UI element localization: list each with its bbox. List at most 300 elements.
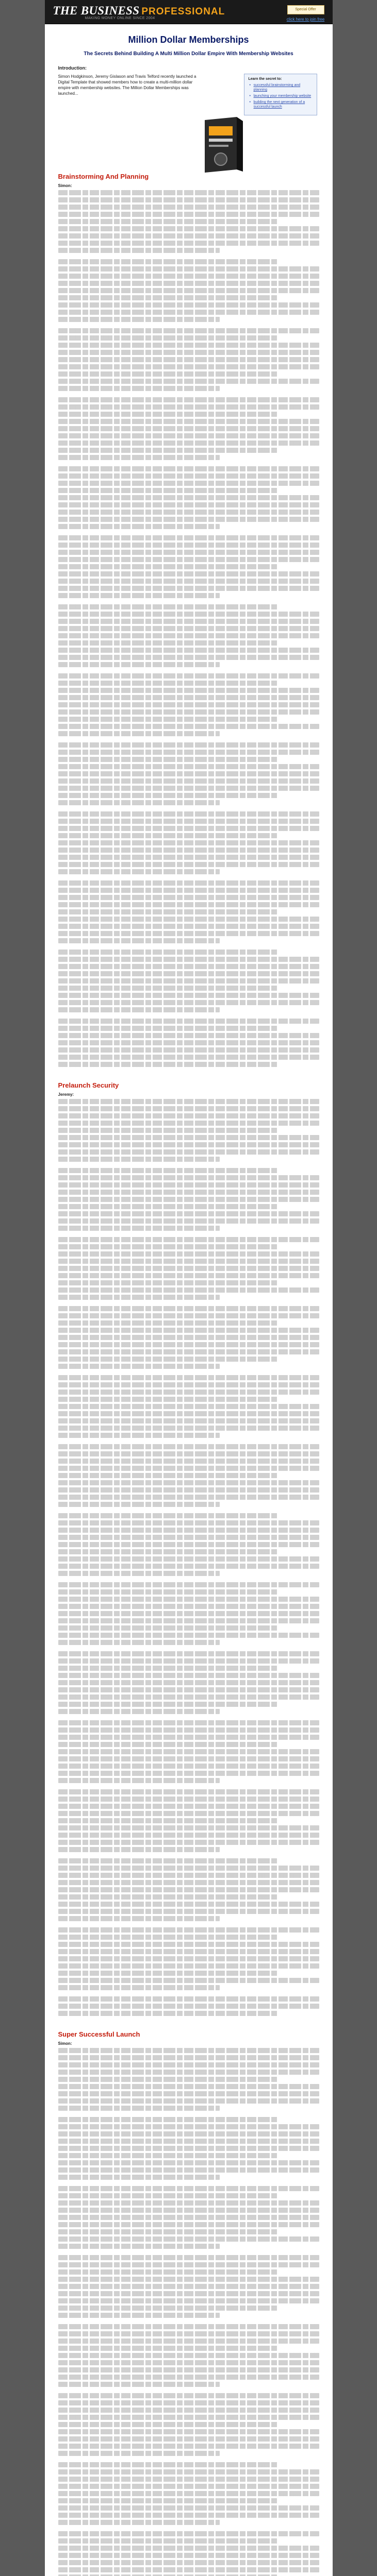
text-line: [58, 978, 319, 984]
paragraph-gap: [58, 1647, 319, 1651]
text-line: [58, 2193, 277, 2198]
text-line: [58, 2360, 319, 2365]
learn-item-next-generation[interactable]: • building the next generation of a successful launch: [254, 100, 313, 109]
text-line: [58, 2146, 319, 2151]
text-line: [58, 2070, 319, 2075]
text-line: [58, 1866, 319, 1871]
text-line: [58, 404, 319, 410]
text-line: [58, 2091, 319, 2096]
text-line: [58, 1873, 319, 1878]
section-title-launch: Super Successful Launch: [58, 2030, 140, 2038]
join-free-link[interactable]: click here to join free: [286, 17, 325, 22]
text-line: [58, 397, 319, 402]
text-line: [58, 888, 319, 893]
text-line: [58, 924, 319, 929]
text-line: [58, 379, 319, 384]
header-offer-area: [286, 5, 325, 22]
section-title-brainstorming: Brainstorming And Planning: [58, 173, 149, 180]
text-line: [58, 1727, 319, 1733]
text-line: [58, 1495, 319, 1500]
text-line: [58, 2331, 319, 2336]
text-line: [58, 1342, 319, 1347]
text-line: [58, 1204, 277, 1209]
text-line: [58, 1702, 277, 1707]
text-line: [58, 688, 319, 693]
text-line: [58, 626, 319, 631]
text-line: [58, 1040, 319, 1045]
text-line: [58, 1404, 319, 1409]
paragraph-gap: [58, 2458, 319, 2462]
text-line: [58, 2520, 220, 2525]
text-line: [58, 550, 319, 555]
text-line: [58, 502, 319, 507]
paragraph-gap: [58, 531, 319, 535]
text-line: [58, 571, 319, 577]
text-line: [58, 1985, 220, 1990]
text-line: [58, 288, 319, 293]
text-line: [58, 1633, 319, 1638]
text-line: [58, 1273, 319, 1278]
section-title-prelaunch: Prelaunch Security: [58, 1081, 119, 1089]
text-line: [58, 648, 319, 653]
paragraph-gap: [58, 2320, 319, 2324]
text-line: [58, 212, 319, 217]
text-line: [58, 495, 319, 500]
text-line: [58, 1894, 277, 1900]
text-line: [58, 510, 319, 515]
learn-item-launching[interactable]: • launching your membership website: [254, 94, 313, 98]
text-line: [58, 2200, 319, 2206]
paragraph-gap: [58, 2527, 319, 2531]
text-line: [58, 586, 319, 591]
text-line: [58, 2291, 319, 2296]
text-line: [58, 1128, 277, 1133]
text-line: [58, 259, 277, 264]
text-line: [58, 1502, 220, 1507]
text-line: [58, 1397, 277, 1402]
text-line: [58, 1168, 277, 1173]
text-line: [58, 1197, 319, 1202]
text-line: [58, 695, 319, 700]
paragraph-gap: [58, 2389, 319, 2393]
text-line: [58, 473, 319, 479]
paragraph-gap: [58, 807, 319, 811]
text-line: [58, 1778, 220, 1783]
text-line: [58, 579, 319, 584]
text-line: [58, 557, 319, 562]
text-line: [58, 742, 319, 748]
paragraph-gap: [58, 1371, 319, 1375]
text-line: [58, 2567, 319, 2572]
text-line: [58, 1764, 319, 1769]
paragraph-gap: [58, 1440, 319, 1444]
intro-paragraph: Simon Hodgkinson, Jeremy Gislason and Travis Telford recently launched a Digital Template that showed members how to create a multi-million dollar empire with membership websites. The Million Dollar Memberships was launched...: [58, 74, 196, 96]
text-line: [58, 1349, 319, 1354]
text-line: [58, 950, 277, 955]
text-line: [58, 593, 220, 598]
text-line: [58, 2436, 319, 2442]
text-line: [58, 1444, 319, 1449]
paragraph-gap: [58, 738, 319, 742]
text-line: [58, 2004, 319, 2009]
text-line: [58, 535, 319, 540]
site-header: [45, 0, 333, 24]
text-line: [58, 2324, 319, 2329]
text-line: [58, 2477, 319, 2482]
text-line: [58, 786, 319, 791]
text-line: [58, 855, 319, 860]
text-line: [58, 702, 319, 707]
paragraph-gap: [58, 1509, 319, 1513]
text-line: [58, 778, 319, 784]
intro-section: [58, 65, 319, 158]
text-line: [58, 2062, 319, 2067]
text-line: [58, 2124, 319, 2129]
text-line: [58, 826, 319, 831]
text-line: [58, 2048, 319, 2053]
site-tagline: MAKING MONEY ONLINE SINCE 2004: [85, 16, 155, 20]
text-line: [58, 1797, 319, 1802]
text-line: [58, 241, 319, 246]
text-line: [58, 771, 319, 776]
text-line: [58, 364, 319, 369]
text-line: [58, 233, 319, 239]
text-line: [58, 1287, 319, 1293]
text-line: [58, 1847, 220, 1852]
product-box-image: [198, 115, 247, 176]
paragraph-gap: [58, 255, 319, 259]
text-line: [58, 2222, 319, 2227]
text-line: [58, 310, 319, 315]
text-line: [58, 2215, 319, 2220]
learn-secrets-box: [244, 74, 317, 115]
text-line: [58, 1121, 319, 1126]
text-line: [58, 1411, 319, 1416]
text-line: [58, 1978, 319, 1983]
text-line: [58, 2186, 319, 2191]
text-line: [58, 2505, 319, 2511]
intro-label: Introduction:: [58, 65, 87, 71]
text-line: [58, 517, 319, 522]
text-line: [58, 1313, 319, 1318]
text-line: [58, 2338, 319, 2344]
text-line: [58, 266, 319, 272]
text-line: [58, 757, 277, 762]
text-line: [58, 1582, 319, 1587]
text-line: [58, 931, 319, 936]
text-line: [58, 2382, 220, 2387]
text-line: [58, 2077, 277, 2082]
text-line: [58, 1935, 277, 1940]
page-container: [45, 0, 333, 2576]
text-line: [58, 1528, 319, 1533]
text-line: [58, 1055, 319, 1060]
text-line: [58, 2098, 319, 2104]
text-line: [58, 1266, 319, 1271]
page-subtitle: The Secrets Behind Building A Multi Million Dollar Empire With Membership Websites: [84, 51, 293, 57]
text-line: [58, 2444, 319, 2449]
text-line: [58, 764, 319, 769]
text-line: [58, 350, 319, 355]
text-line: [58, 993, 319, 998]
text-line: [58, 909, 277, 914]
text-line: [58, 2055, 319, 2060]
text-line: [58, 811, 319, 817]
text-line: [58, 986, 277, 991]
text-line: [58, 2117, 277, 2122]
text-line: [58, 1549, 277, 1554]
text-line: [58, 1106, 319, 1111]
text-line: [58, 2546, 319, 2551]
text-line: [58, 2553, 319, 2558]
text-line: [58, 2175, 220, 2180]
section-body-brainstorming: [58, 190, 319, 1067]
text-line: [58, 1280, 277, 1285]
text-line: [58, 1963, 319, 1969]
text-line: [58, 2160, 319, 2165]
text-line: [58, 1611, 319, 1616]
paragraph-gap: [58, 2182, 319, 2186]
paragraph-gap: [58, 1164, 319, 1168]
text-line: [58, 1687, 319, 1692]
text-line: [58, 971, 319, 976]
text-line: [58, 1564, 319, 1569]
text-line: [58, 1949, 319, 1954]
text-line: [58, 1651, 319, 1656]
text-line: [58, 1295, 220, 1300]
paragraph-gap: [58, 1923, 319, 1927]
text-line: [58, 2393, 319, 2398]
text-line: [58, 488, 277, 493]
main-content: [45, 24, 333, 2576]
text-line: [58, 1902, 319, 1907]
text-line: [58, 1589, 277, 1595]
text-line: [58, 1996, 319, 2002]
text-line: [58, 317, 220, 322]
text-line: [58, 2451, 220, 2456]
text-line: [58, 1033, 319, 1038]
text-line: [58, 662, 220, 667]
text-line: [58, 1218, 319, 1224]
text-line: [58, 1047, 319, 1053]
text-line: [58, 295, 277, 300]
paragraph-gap: [58, 1233, 319, 1237]
text-line: [58, 1756, 319, 1761]
text-line: [58, 724, 319, 729]
text-line: [58, 343, 319, 348]
site-logo[interactable]: [53, 4, 225, 18]
text-line: [58, 1909, 319, 1914]
text-line: [58, 2011, 277, 2016]
text-line: [58, 226, 319, 231]
text-line: [58, 190, 319, 195]
page-title: Million Dollar Memberships: [128, 35, 249, 45]
text-line: [58, 731, 220, 736]
text-line: [58, 1466, 319, 1471]
paragraph-gap: [58, 1992, 319, 1996]
text-line: [58, 2531, 319, 2536]
text-line: [58, 1062, 277, 1067]
text-line: [58, 1571, 220, 1576]
text-line: [58, 1007, 220, 1012]
special-offer-badge[interactable]: Special Offer: [287, 5, 324, 14]
text-line: [58, 1771, 319, 1776]
text-line: [58, 848, 319, 853]
text-line: [58, 1335, 319, 1340]
text-line: [58, 1306, 319, 1311]
text-line: [58, 1426, 319, 1431]
paragraph-gap: [58, 1716, 319, 1720]
text-line: [58, 1375, 319, 1380]
section-lead-speaker: Jeremy:: [58, 1092, 74, 1097]
text-line: [58, 2084, 319, 2089]
text-line: [58, 1694, 319, 1700]
text-line: [58, 1451, 319, 1456]
text-line: [58, 869, 220, 874]
text-line: [58, 2306, 277, 2311]
text-line: [58, 2367, 319, 2372]
text-line: [58, 1720, 319, 1725]
text-line: [58, 2375, 319, 2380]
text-line: [58, 448, 277, 453]
text-line: [58, 902, 319, 907]
text-line: [58, 1244, 277, 1249]
paragraph-gap: [58, 1854, 319, 1858]
text-line: [58, 1742, 277, 1747]
text-line: [58, 673, 319, 679]
text-line: [58, 1190, 319, 1195]
paragraph-gap: [58, 669, 319, 673]
text-line: [58, 1673, 319, 1678]
text-line: [58, 1357, 277, 1362]
paragraph-gap: [58, 945, 319, 950]
paragraph-gap: [58, 1014, 319, 1019]
paragraph-gap: [58, 2251, 319, 2255]
text-line: [58, 1658, 319, 1664]
text-line: [58, 681, 277, 686]
text-line: [58, 1804, 319, 1809]
text-line: [58, 2469, 319, 2475]
learn-secrets-title: Learn the secret to:: [248, 77, 282, 81]
text-line: [58, 1971, 277, 1976]
text-line: [58, 2313, 220, 2318]
text-line: [58, 819, 319, 824]
text-line: [58, 2131, 319, 2137]
text-line: [58, 205, 319, 210]
text-line: [58, 1328, 319, 1333]
text-line: [58, 1709, 220, 1714]
text-line: [58, 1237, 319, 1242]
text-line: [58, 1000, 319, 1005]
text-line: [58, 1640, 220, 1645]
text-line: [58, 2408, 319, 2413]
text-line: [58, 709, 319, 715]
paragraph-gap: [58, 324, 319, 328]
text-line: [58, 1182, 319, 1188]
paragraph-gap: [58, 462, 319, 466]
text-line: [58, 1597, 319, 1602]
paragraph-gap: [58, 876, 319, 880]
text-line: [58, 1433, 220, 1438]
text-line: [58, 1113, 319, 1118]
text-line: [58, 1175, 319, 1180]
text-line: [58, 1364, 220, 1369]
text-line: [58, 1942, 319, 1947]
text-line: [58, 440, 319, 446]
text-line: [58, 1535, 319, 1540]
text-line: [58, 524, 220, 529]
text-line: [58, 1259, 319, 1264]
text-line: [58, 2244, 220, 2249]
text-line: [58, 840, 319, 845]
text-line: [58, 895, 319, 900]
text-line: [58, 938, 220, 943]
text-line: [58, 1382, 319, 1387]
text-line: [58, 2262, 319, 2267]
text-line: [58, 2353, 319, 2358]
text-line: [58, 1858, 277, 1863]
text-line: [58, 386, 220, 391]
text-line: [58, 419, 319, 424]
text-line: [58, 880, 319, 886]
text-line: [58, 1226, 220, 1231]
learn-item-brainstorming[interactable]: • successful brainstorming and planning: [254, 83, 313, 92]
paragraph-gap: [58, 393, 319, 397]
text-line: [58, 1927, 319, 1933]
section-lead-speaker: Simon:: [58, 2041, 72, 2046]
text-line: [58, 1618, 319, 1623]
text-line: [58, 1157, 220, 1162]
text-line: [58, 1749, 319, 1754]
text-line: [58, 433, 319, 438]
text-line: [58, 750, 319, 755]
text-line: [58, 2415, 319, 2420]
text-line: [58, 1520, 319, 1526]
text-line: [58, 655, 319, 660]
text-line: [58, 2255, 319, 2260]
text-line: [58, 964, 319, 969]
text-line: [58, 2167, 319, 2173]
text-line: [58, 2236, 319, 2242]
text-line: [58, 1542, 319, 1547]
text-line: [58, 833, 277, 838]
paragraph-gap: [58, 1785, 319, 1789]
text-line: [58, 466, 319, 471]
text-line: [58, 2560, 319, 2565]
text-line: [58, 1680, 319, 1685]
text-line: [58, 640, 277, 646]
text-line: [58, 2298, 319, 2303]
text-line: [58, 1956, 319, 1961]
text-line: [58, 2462, 277, 2467]
text-line: [58, 1880, 319, 1885]
text-line: [58, 1833, 319, 1838]
text-line: [58, 1625, 277, 1631]
text-line: [58, 1418, 319, 1423]
text-line: [58, 1099, 319, 1104]
text-line: [58, 1389, 319, 1395]
text-line: [58, 357, 319, 362]
text-line: [58, 543, 319, 548]
text-line: [58, 481, 319, 486]
text-line: [58, 604, 277, 609]
text-line: [58, 1604, 319, 1609]
text-line: [58, 302, 319, 308]
text-line: [58, 1473, 277, 1478]
text-line: [58, 1480, 319, 1485]
text-line: [58, 2400, 319, 2405]
text-line: [58, 2269, 277, 2275]
